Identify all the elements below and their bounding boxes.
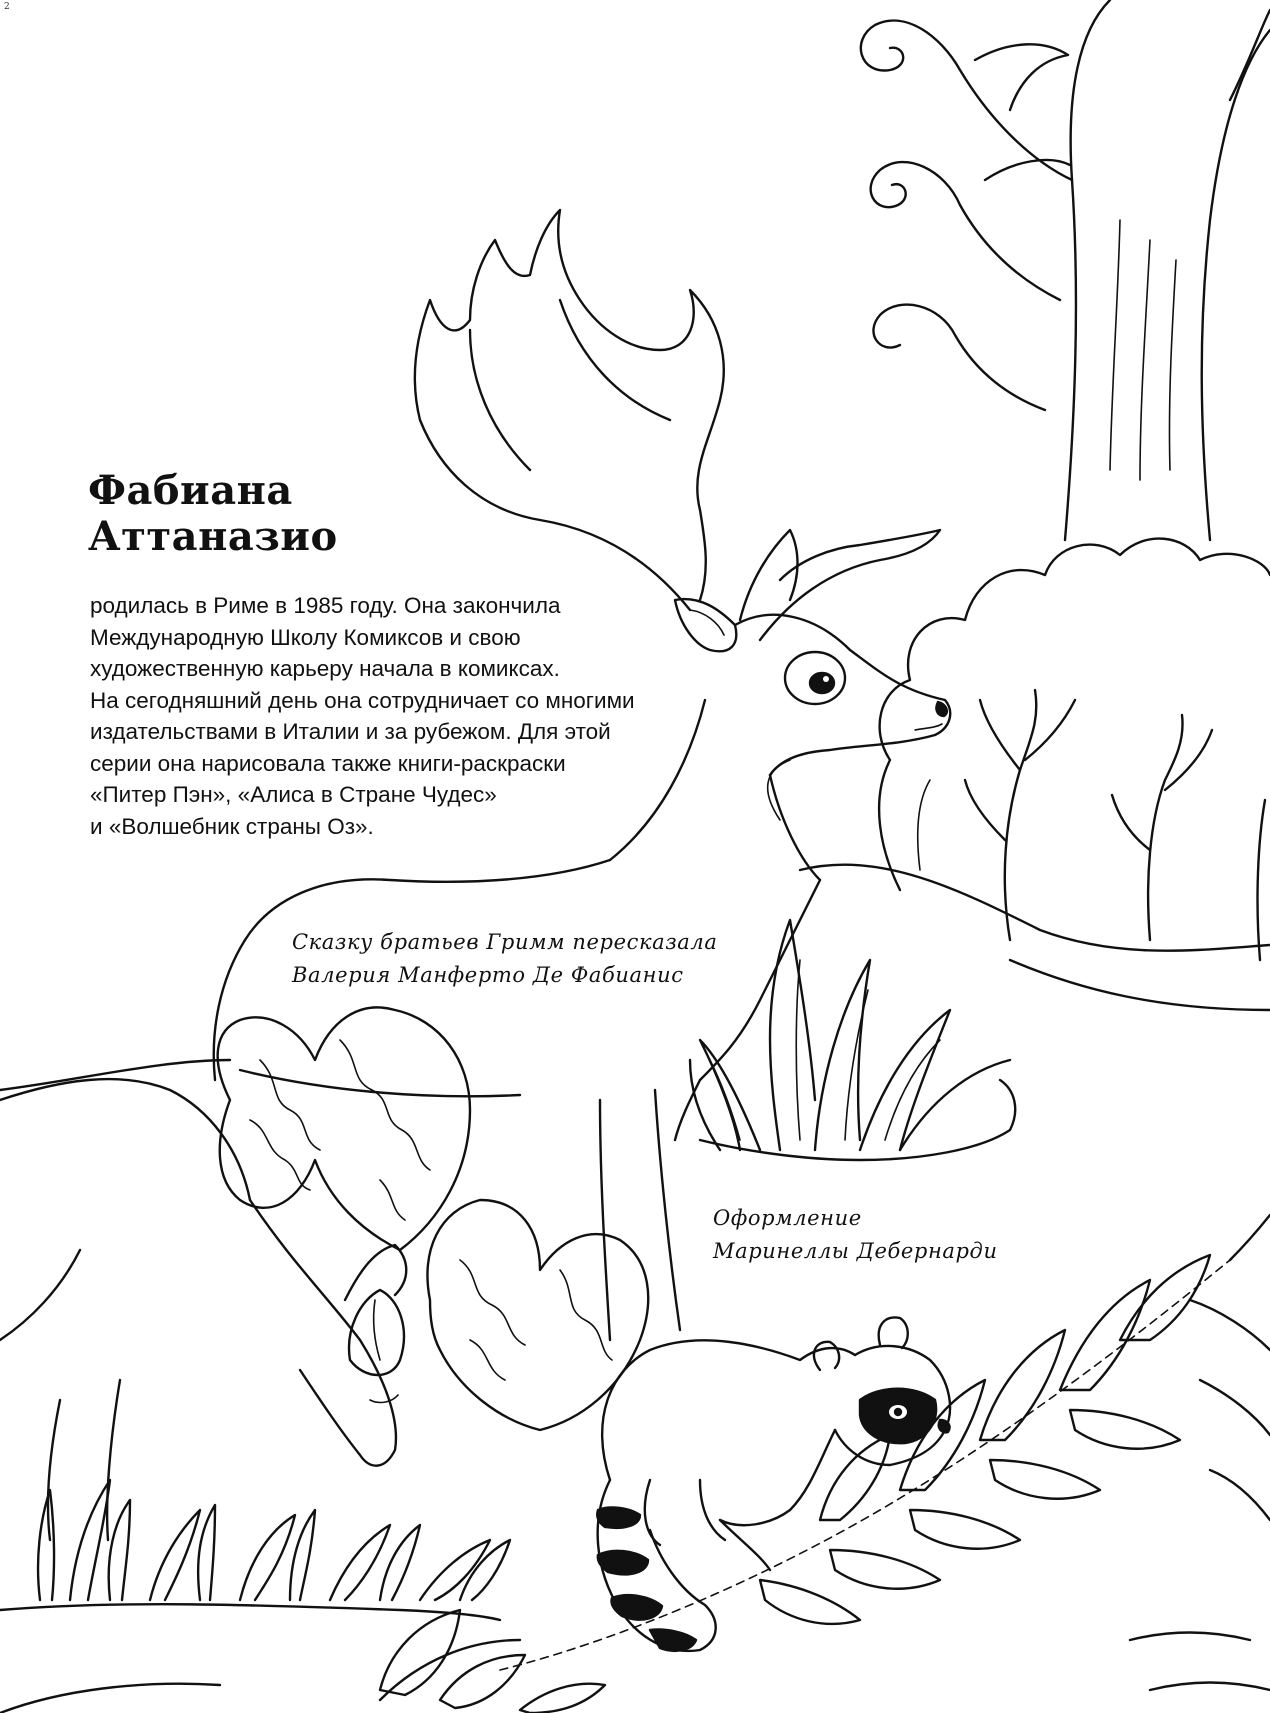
design-credit: [713, 1202, 998, 1268]
bio-line: Международную Школу Комиксов и свою: [90, 624, 521, 650]
stylized-tree: [861, 0, 1270, 540]
author-name-line2: Аттаназио: [88, 513, 338, 560]
lower-leaves: [380, 1610, 1270, 1713]
author-bio: [90, 590, 690, 842]
text-credit-line2: Валерия Манферто Де Фабианис: [292, 963, 684, 987]
text-credit-line1: Сказку братьев Гримм пересказала: [292, 930, 718, 954]
bushes: [800, 539, 1270, 1010]
page-number: 2: [4, 2, 10, 12]
bio-line: серии она нарисовала также книги-раскраски: [90, 750, 566, 776]
patterned-leaves: [218, 1007, 649, 1430]
spiky-plant: [690, 920, 1015, 1160]
design-credit-line1: Оформление: [713, 1206, 862, 1230]
bio-line: «Питер Пэн», «Алиса в Стране Чудес»: [90, 782, 497, 807]
bio-line: родилась в Риме в 1985 году. Она закончила: [90, 593, 561, 618]
raccoon: [597, 1317, 950, 1650]
ground-line: [0, 1060, 230, 1090]
bio-line: и «Волшебник страны Оз».: [90, 813, 374, 839]
grazing-deer: [0, 1079, 406, 1540]
bio-line: издательствами в Италии и за рубежом. Для этой: [90, 719, 611, 744]
author-name-line1: Фабиана: [88, 467, 293, 514]
text-credit: [292, 926, 718, 992]
author-name: [88, 468, 338, 560]
grass: [0, 1480, 520, 1713]
design-credit-line2: Маринеллы Дебернарди: [713, 1239, 998, 1263]
bio-line: художественную карьеру начала в комиксах.: [90, 656, 560, 681]
bio-line: На сегодняшний день она сотрудничает со многими: [90, 687, 635, 713]
